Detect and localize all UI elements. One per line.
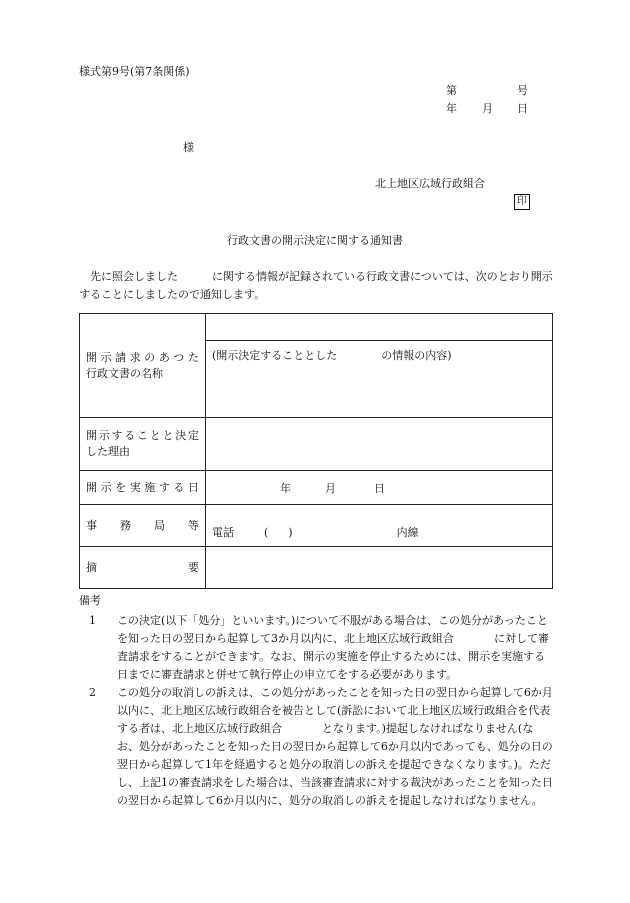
addressee: 様	[183, 141, 194, 154]
intro-part-1: 先に照会しました	[90, 270, 178, 283]
document-name-label: 開示請求のあつた	[86, 350, 199, 364]
table-row	[80, 314, 553, 341]
note-item-2	[79, 684, 553, 810]
table-row	[80, 418, 553, 471]
phone-paren-open: (	[264, 525, 269, 539]
phone-label: 電話	[212, 525, 234, 539]
phone-paren-close: )	[288, 525, 293, 539]
info-content-suffix: の情報の内容)	[381, 349, 452, 362]
reason-label-2: した理由	[86, 445, 130, 458]
notes-heading: 備考	[79, 594, 101, 607]
reason-label-cell	[80, 418, 206, 471]
reason-field[interactable]	[206, 418, 553, 471]
number-prefix: 第	[446, 84, 457, 97]
note-number: 1	[89, 614, 96, 627]
table-row	[80, 547, 553, 589]
issuer-organization: 北上地区広域行政組合	[375, 177, 485, 190]
issue-month: 月	[482, 102, 493, 115]
office-label-cell	[80, 505, 206, 547]
remarks-label: 摘要	[86, 560, 199, 574]
document-name-label-cell	[80, 314, 206, 418]
table-row	[80, 471, 553, 505]
implementation-date-field[interactable]	[206, 471, 553, 505]
form-number: 様式第9号(第7条関係)	[79, 65, 190, 78]
implementation-date-label-cell	[80, 471, 206, 505]
seal-mark: 印	[514, 194, 530, 210]
disclosure-table	[79, 313, 553, 589]
note-text: この決定(以下「処分」といいます。)について不服がある場合は、この処分があったことを知った日の翌日から起算して3か月以内に、北上地区広域行政組合	[117, 614, 548, 645]
issue-day: 日	[517, 102, 528, 115]
office-label: 事務局等	[86, 518, 199, 532]
note-number: 2	[89, 686, 96, 699]
document-name-field[interactable]	[206, 314, 553, 341]
note-text-cont: となります。)提起しなければなりません(なお、処分があったことを知った日の翌日から起算して6か月以内であっても、処分の日の翌日から起算して1年を経過すると処分の取消しの訴えを提起できなくなります。)。ただし、上記1の審査請求をした場合は、当該審査請求に対する裁決があったことを知った日の翌日から起算して6か月以内に、処分の取消しの訴えを提起しなければなりません。	[117, 722, 553, 807]
date-year: 年	[280, 481, 291, 495]
implementation-date-label: 開示を実施する日	[86, 480, 199, 494]
document-name-label-2: 行政文書の名称	[86, 366, 163, 380]
info-content-field[interactable]	[206, 341, 553, 418]
issue-year: 年	[446, 102, 457, 115]
remarks-field[interactable]	[206, 547, 553, 589]
date-day: 日	[374, 481, 385, 495]
office-contact-field[interactable]	[206, 505, 553, 547]
note-text-cont: に対して審査請求をすることができます。なお、開示の実施を停止するためには、開示を実施する日までに審査請求と併せて執行停止の申立てをする必要があります。	[117, 632, 549, 681]
document-number	[446, 84, 528, 98]
number-suffix: 号	[517, 84, 528, 97]
intro-part-2: に関する情報が記録されている行政文書については、次のとおり開示することにしましたので通知します。	[79, 270, 553, 301]
reason-label: 開示することと決定	[86, 429, 199, 442]
intro-paragraph	[79, 268, 553, 304]
notes-list	[79, 612, 553, 810]
date-month: 月	[325, 481, 336, 495]
note-item-1	[79, 612, 553, 684]
document-title: 行政文書の開示決定に関する通知書	[227, 234, 403, 247]
remarks-label-cell	[80, 547, 206, 589]
extension-label: 内線	[396, 525, 419, 539]
note-text: この処分の取消しの訴えは、この処分があったことを知った日の翌日から起算して6か月以内に、北上地区広域行政組合を被告として(訴訟において北上地区広域行政組合を代表する者は、北上地区広域行政組合	[117, 686, 553, 735]
table-row	[80, 505, 553, 547]
info-content-prefix: (開示決定することとした	[212, 349, 338, 362]
